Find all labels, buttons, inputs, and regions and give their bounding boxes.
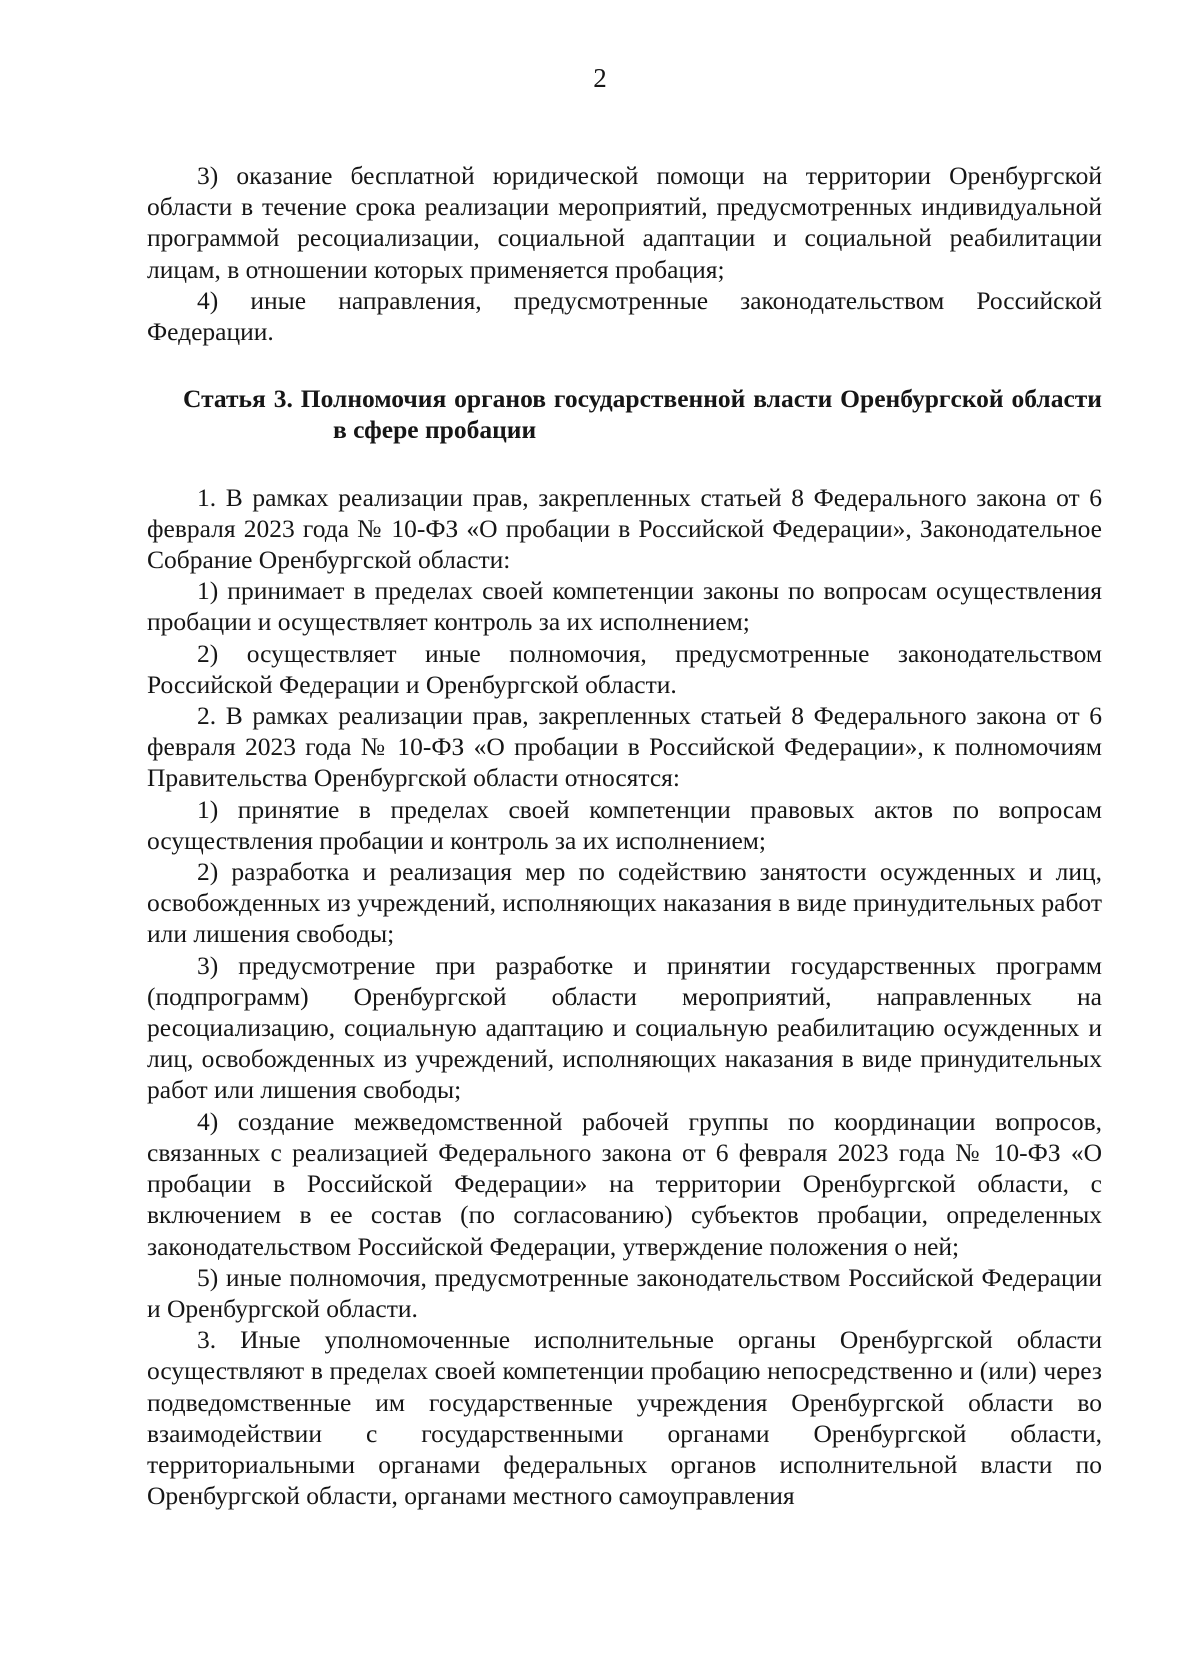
paragraph-intro-4: 4) иные направления, предусмотренные законодательством Российской Федерации. xyxy=(147,285,1102,347)
paragraph-part-2-item-2: 2) разработка и реализация мер по содействию занятости осужденных и лиц, освобожденных из учреждений, исполняющих наказания в виде принудительных работ или лишения свободы; xyxy=(147,857,1102,949)
paragraph-part-2-item-1: 1) принятие в пределах своей компетенции правовых актов по вопросам осуществления пробации и контроль за их исполнением; xyxy=(147,794,1102,855)
paragraph-part-1-item-2: 2) осуществляет иные полномочия, предусмотренные законодательством Российской Федерации и Оренбургской области. xyxy=(147,638,1102,699)
paragraph-part-2-item-5: 5) иные полномочия, предусмотренные законодательством Российской Федерации и Оренбургской области. xyxy=(147,1262,1102,1323)
document-body xyxy=(147,160,1102,1511)
paragraph-part-1: 1. В рамках реализации прав, закрепленных статьей 8 Федерального закона от 6 февраля 2023 года № 10-ФЗ «О пробации в Российской Федерации», Законодательное Собрание Оренбургской области: xyxy=(147,482,1102,575)
paragraph-part-2: 2. В рамках реализации прав, закрепленных статьей 8 Федерального закона от 6 февраля 2023 года № 10-ФЗ «О пробации в Российской Федерации», к полномочиям Правительства Оренбургской области относятся: xyxy=(147,701,1102,793)
paragraph-part-2-item-4: 4) создание межведомственной рабочей группы по координации вопросов, связанных с реализацией Федерального закона от 6 февраля 2023 года № 10-ФЗ «О пробации в Российской Федерации» на территории Оренбургской области, с включением в ее состав (по согласованию) субъектов пробации, определенных законодательством Российской Федерации, утверждение положения о ней; xyxy=(147,1106,1102,1261)
paragraph-part-2-item-3: 3) предусмотрение при разработке и принятии государственных программ (подпрограмм) Оренбургской области мероприятий, направленных на ресоциализацию, социальную адаптацию и социальную реабилитацию осужденных и лиц, освобожденных из учреждений, исполняющих наказания в виде принудительных работ или лишения свободы; xyxy=(147,950,1102,1105)
paragraph-intro-3: 3) оказание бесплатной юридической помощи на территории Оренбургской области в течение срока реализации мероприятий, предусмотренных индивидуальной программой ресоциализации, социальной адаптации и социальной реабилитации лицам, в отношении которых применяется пробация; xyxy=(147,161,1102,284)
page-number: 2 xyxy=(593,63,607,93)
paragraph-part-3: 3. Иные уполномоченные исполнительные органы Оренбургской области осуществляют в пределах своей компетенции пробацию непосредственно и (или) через подведомственные им государственные учреждения Оренбургской области во взаимодействии с государственными органами Оренбургской области, территориальными органами федеральных органов исполнительной власти по Оренбургской области, органами местного самоуправления xyxy=(147,1325,1102,1511)
article-heading: Статья 3. Полномочия органов государственной власти Оренбургской области в сфере пробации xyxy=(183,384,1102,445)
paragraph-part-1-item-1: 1) принимает в пределах своей компетенции законы по вопросам осуществления пробации и осуществляет контроль за их исполнением; xyxy=(147,576,1102,637)
